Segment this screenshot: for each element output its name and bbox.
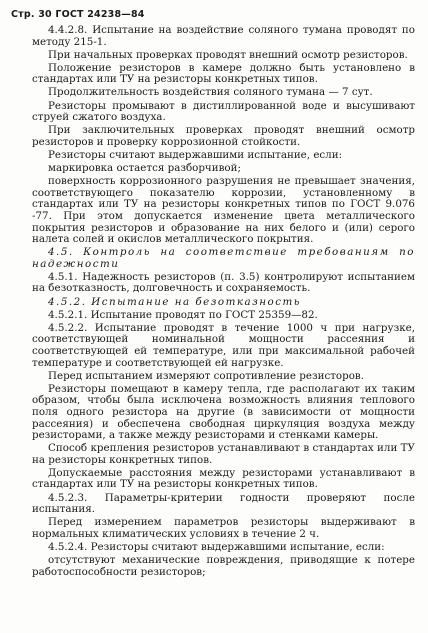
paragraph: При заключительных проверках проводят внешний осмотр резисторов и проверку коррозионной стойкости. <box>32 124 415 148</box>
paragraph: 4.5.1. Надежность резисторов (п. 3.5) контролируют испытанием на безотказность, долговечность и сохраняемость. <box>32 270 415 295</box>
paragraph: поверхность коррозионного разрушения не превышает значения, соответствующего показателю коррозии, установленному в стандартах или ТУ на резисторы конкретных типов по ГОСТ 9.076 -77. При этом допускается изменение цвета металлического покрытия резисторов и образование на них белого и (или) серого налета солей и окислов металлического покрытия. <box>32 175 415 246</box>
section-heading: 4.5. Контроль на соответствие требованиям по надежности <box>32 246 415 270</box>
paragraph: Продолжительность воздействия соляного тумана — 7 сут. <box>48 86 373 99</box>
paragraph: 4.5.2.3. Параметры-критерии годности проверяют после испытания. <box>32 491 415 516</box>
paragraph: Резисторы считают выдержавшими испытание, если: <box>48 148 343 161</box>
paragraph: 4.4.2.8. Испытание на воздействие соляного тумана проводят по методу 215-1. <box>32 24 415 48</box>
paragraph: Перед испытанием измеряют сопротивление резисторов. <box>48 369 364 382</box>
paragraph: Перед измерением параметров резисторы выдерживают в нормальных климатических условиях в течение 2 ч. <box>32 516 415 540</box>
paragraph: Положение резисторов в камере должно быть установлено в стандартах или ТУ на резисторы конкретных типов. <box>32 61 415 86</box>
page-header: Стр. 30 ГОСТ 24238—84 <box>11 9 145 20</box>
paragraph: 4.5.2.4. Резисторы считают выдержавшими испытание, если: <box>48 540 385 553</box>
paragraph: 4.5.2.1. Испытание проводят по ГОСТ 25359—82. <box>48 308 318 321</box>
paragraph: отсутствуют механические повреждения, приводящие к потере работоспособности резисторов; <box>32 554 415 578</box>
paragraph: Резисторы промывают в дистиллированной воде и высушивают струей сжатого воздуха. <box>32 99 415 124</box>
paragraph: 4.5.2.2. Испытание проводят в течение 1000 ч при нагрузке, соответствующей номинальной мощности рассеяния и соответствующей ей температуре, или при максимальной рабочей температуре и соответствующей ей нагрузке. <box>32 321 415 369</box>
paragraph: Допускаемые расстояния между резисторами устанавливают в стандартах или ТУ на резисторы конкретных типов. <box>32 466 415 491</box>
document-body <box>32 25 415 580</box>
paragraph: При начальных проверках проводят внешний осмотр резисторов. <box>48 48 408 61</box>
paragraph: Способ крепления резисторов устанавливают в стандартах или ТУ на резисторы конкретных типов. <box>32 442 415 466</box>
subsection-heading: 4.5.2. Испытание на безотказность <box>48 295 301 308</box>
paragraph: Резисторы помещают в камеру тепла, где располагают их таким образом, чтобы была исключена возможность влияния теплового поля одного резистора на другие (в зависимости от мощности рассеяния) и обеспечена свободная циркуляция воздуха между резисторами, а также между резисторами и стенками камеры. <box>32 382 415 442</box>
paragraph: маркировка остается разборчивой; <box>48 162 241 175</box>
